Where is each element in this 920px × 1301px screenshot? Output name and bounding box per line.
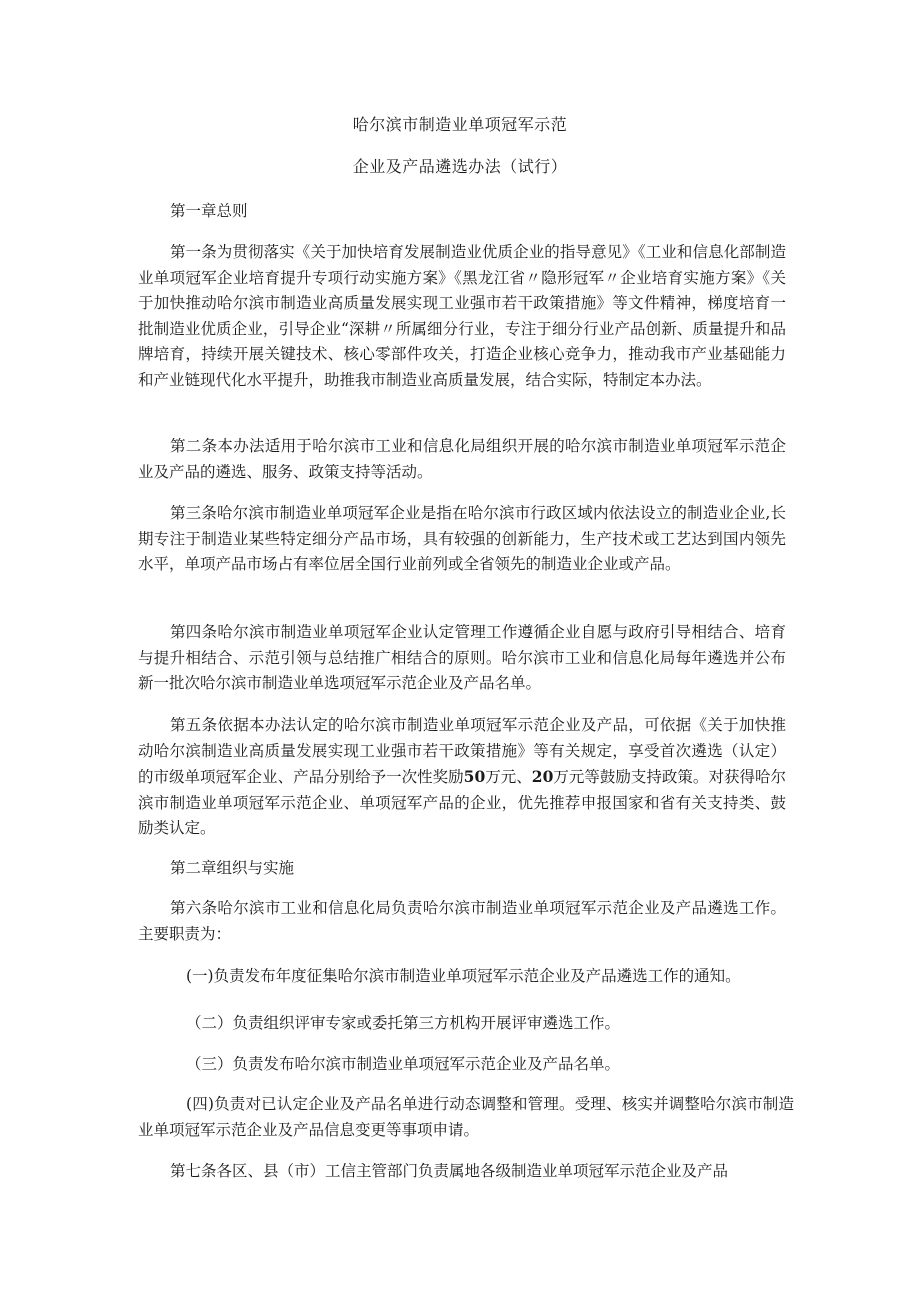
duty-item-2: （二）负责组织评审专家或委托第三方机构开展评审遴选工作。 bbox=[186, 1014, 621, 1032]
article-3: 第三条哈尔滨市制造业单项冠军企业是指在哈尔滨市行政区域内依法设立的制造业企业,长期专注于制造业某些特定细分产品市场，具有较强的创新能力，生产技术或工艺达到国内领先水平，单项产品市场占有率位居全国行业前列或全省领先的制造业企业或产品。 bbox=[138, 504, 786, 573]
article-5-text-2: 万元、 bbox=[485, 768, 532, 786]
article-5-text-3: 万元等鼓励支持政策。对获得哈尔滨市制造业单项冠军示范企业、单项冠军产品的企业，优先推荐申报国家和省有关支持类、鼓励类认定。 bbox=[138, 768, 786, 837]
article-4: 第四条哈尔滨市制造业单项冠军企业认定管理工作遵循企业自愿与政府引导相结合、培育与提升相结合、示范引领与总结推广相结合的原则。哈尔滨市工业和信息化局每年遴选并公布新一批次哈尔滨市制造业单选项冠军示范企业及产品名单。 bbox=[138, 623, 786, 692]
duty-item-4: (四)负责对已认定企业及产品名单进行动态调整和管理。受理、核实并调整哈尔滨市制造业单项冠军示范企业及产品信息变更等事项申请。 bbox=[138, 1095, 794, 1139]
chapter-heading-1: 第一章总则 bbox=[170, 202, 248, 220]
duty-item-1: (一)负责发布年度征集哈尔滨市制造业单项冠军示范企业及产品遴选工作的通知。 bbox=[186, 967, 741, 985]
article-2: 第二条本办法适用于哈尔滨市工业和信息化局组织开展的哈尔滨市制造业单项冠军示范企业及产品的遴选、服务、政策支持等活动。 bbox=[138, 437, 786, 481]
article-1: 第一条为贯彻落实《关于加快培育发展制造业优质企业的指导意见》《工业和信息化部制造业单项冠军企业培育提升专项行动实施方案》《黑龙江省〃隐形冠军〃企业培育实施方案》《关于加快推动哈尔滨市制造业高质量发展实现工业强市若干政策措施》等文件精神，梯度培育一批制造业优质企业，引导企业“深耕〃所属细分行业，专注于细分行业产品创新、质量提升和品牌培育，持续开展关键技术、核心零部件攻关，打造企业核心竞争力，推动我市产业基础能力和产业链现代化水平提升，助推我市制造业高质量发展，结合实际，特制定本办法。 bbox=[138, 243, 786, 389]
document-title-line2: 企业及产品遴选办法（试行） bbox=[352, 157, 568, 176]
article-6: 第六条哈尔滨市工业和信息化局负责哈尔滨市制造业单项冠军示范企业及产品遴选工作。主要职责为： bbox=[138, 899, 786, 943]
article-7: 第七条各区、县（市）工信主管部门负责属地各级制造业单项冠军示范企业及产品 bbox=[170, 1162, 729, 1180]
article-5-amount-2: 20 bbox=[531, 767, 554, 786]
article-5 bbox=[138, 713, 786, 842]
duty-item-3: （三）负责发布哈尔滨市制造业单项冠军示范企业及产品名单。 bbox=[186, 1055, 621, 1073]
document-title-line1: 哈尔滨市制造业单项冠军示范 bbox=[352, 115, 568, 134]
article-5-text-1: 第五条依据本办法认定的哈尔滨市制造业单项冠军示范企业及产品，可依据《关于加快推动哈尔滨制造业高质量发展实现工业强市若干政策措施》等有关规定，享受首次遴选（认定）的市级单项冠军企业、产品分别给予一次性奖励 bbox=[138, 716, 786, 786]
chapter-heading-2: 第二章组织与实施 bbox=[170, 859, 295, 877]
article-5-amount-1: 50 bbox=[463, 767, 486, 786]
